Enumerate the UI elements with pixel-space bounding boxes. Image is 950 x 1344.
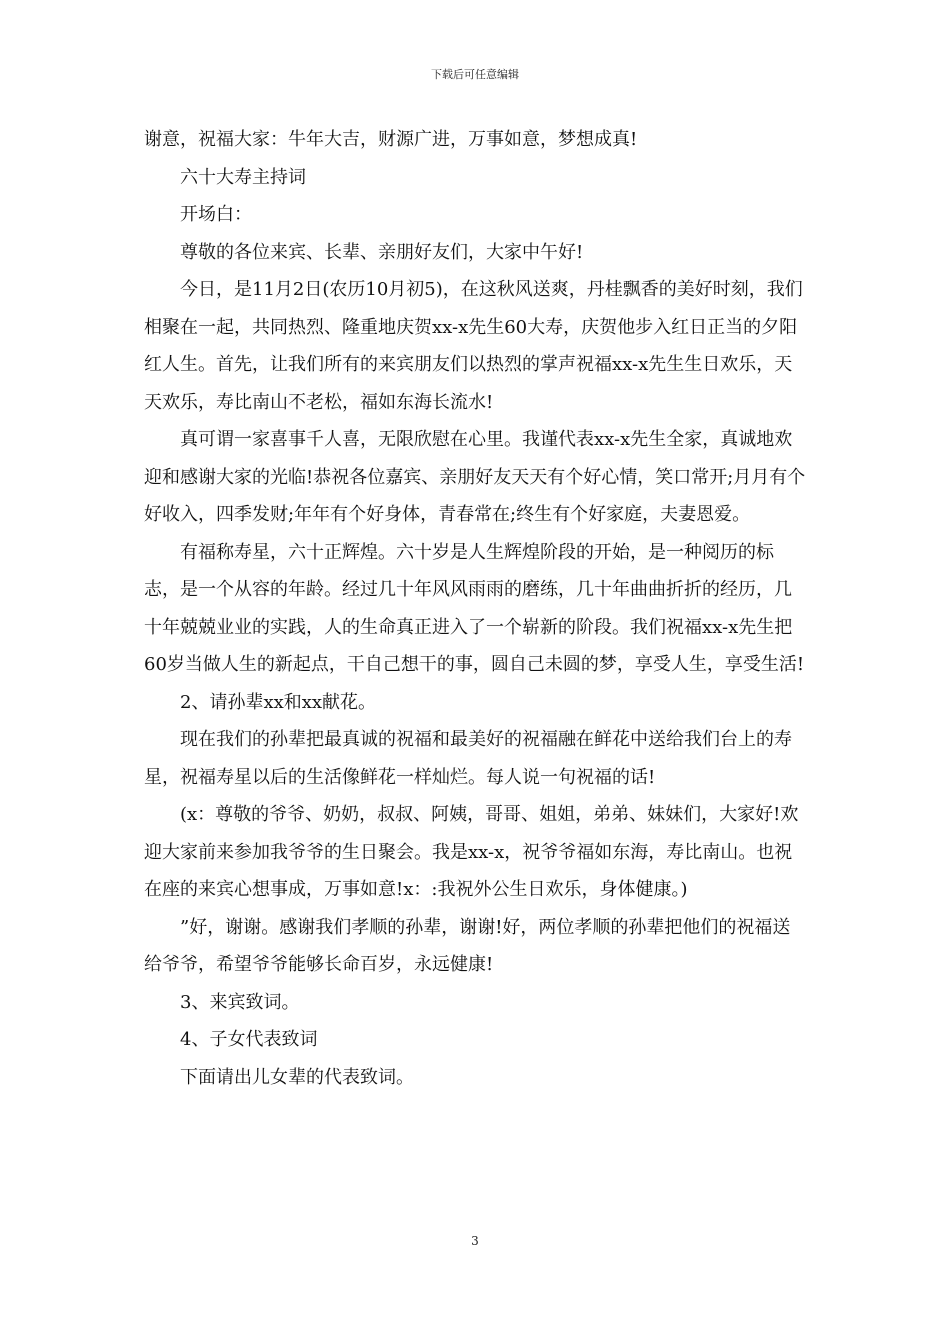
paragraph: 尊敬的各位来宾、长辈、亲朋好友们，大家中午好! [180, 241, 584, 263]
paragraph: 下面请出儿女辈的代表致词。 [180, 1066, 414, 1088]
section-title: 六十大寿主持词 [180, 166, 306, 188]
paragraph: 现在我们的孙辈把最真诚的祝福和最美好的祝福融在鲜花中送给我们台上的寿星，祝福寿星以后的生活像鲜花一样灿烂。每人说一句祝福的话! [144, 729, 792, 788]
list-item: 3、来宾致词。 [180, 991, 300, 1013]
paragraph: 开场白： [180, 204, 252, 225]
paragraph: ”好，谢谢。感谢我们孝顺的孙辈，谢谢!好，两位孝顺的孙辈把他们的祝福送给爷爷，希望爷爷能够长命百岁，永远健康! [144, 916, 791, 975]
document-body [144, 121, 806, 1096]
list-item: 4、子女代表致词 [180, 1029, 318, 1050]
paragraph: 真可谓一家喜事千人喜，无限欣慰在心里。我谨代表xx-x先生全家，真诚地欢迎和感谢大家的光临!恭祝各位嘉宾、亲朋好友天天有个好心情，笑口常开;月月有个好收入，四季发财;年年有个好身体，青春常在;终生有个好家庭，夫妻恩爱。 [144, 429, 806, 525]
paragraph: 今日，是11月2日(农历10月初5)，在这秋风送爽，丹桂飘香的美好时刻，我们相聚在一起，共同热烈、隆重地庆贺xx-x先生60大寿，庆贺他步入红日正当的夕阳红人生。首先，让我们所有的来宾朋友们以热烈的掌声祝福xx-x先生生日欢乐，天天欢乐，寿比南山不老松，福如东海长流水! [144, 279, 803, 413]
paragraph: 有福称寿星，六十正辉煌。六十岁是人生辉煌阶段的开始，是一种阅历的标志，是一个从容的年龄。经过几十年风风雨雨的磨练，几十年曲曲折折的经历，几十年兢兢业业的实践，人的生命真正进入了一个崭新的阶段。我们祝福xx-x先生把60岁当做人生的新起点，干自己想干的事，圆自己未圆的梦，享受人生，享受生活! [144, 541, 805, 675]
paragraph: (x：尊敬的爷爷、奶奶，叔叔、阿姨，哥哥、姐姐，弟弟、妹妹们，大家好!欢迎大家前来参加我爷爷的生日聚会。我是xx-x，祝爷爷福如东海，寿比南山。也祝在座的来宾心想事成，万事如意!x：:我祝外公生日欢乐，身体健康。) [144, 804, 799, 900]
paragraph: 谢意，祝福大家：牛年大吉，财源广进，万事如意，梦想成真! [144, 129, 638, 150]
list-item: 2、请孙辈xx和xx献花。 [180, 691, 377, 713]
page-header: 下载后可任意编辑 [431, 68, 519, 81]
page-number: 3 [471, 1234, 479, 1248]
